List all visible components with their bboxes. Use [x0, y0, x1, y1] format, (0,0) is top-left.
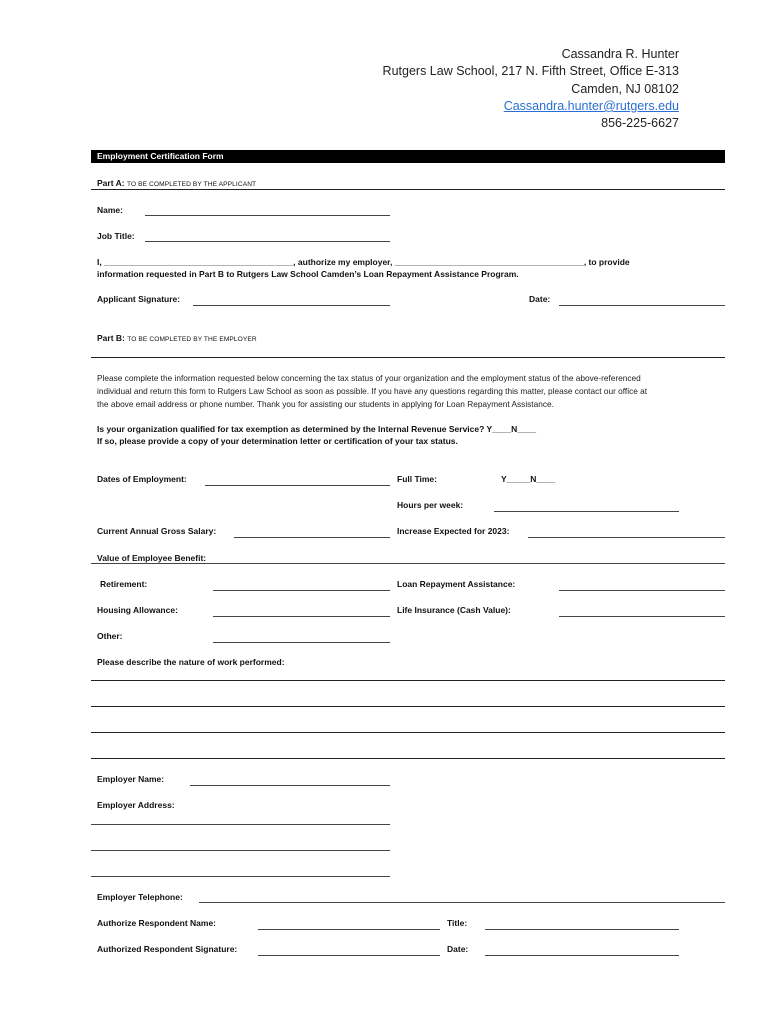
respondent-title-field[interactable] — [485, 929, 679, 930]
benefit-divider — [91, 563, 725, 564]
employer-name-field[interactable] — [190, 785, 390, 786]
tax-question: Is your organization qualified for tax exemption as determined by the Internal Revenue Service? Y____N____ — [97, 424, 537, 434]
housing-label: Housing Allowance: — [97, 605, 178, 615]
contact-address-line2: Camden, NJ 08102 — [571, 81, 679, 96]
job-title-label: Job Title: — [97, 231, 135, 241]
increase-label: Increase Expected for 2023: — [397, 526, 510, 536]
full-time-yn[interactable]: Y_____N____ — [501, 474, 556, 484]
respondent-signature-field[interactable] — [258, 955, 440, 956]
loan-repayment-field[interactable] — [559, 590, 725, 591]
other-label: Other: — [97, 631, 123, 641]
life-insurance-field[interactable] — [559, 616, 725, 617]
part-a-caption: TO BE COMPLETED BY THE APPLICANT — [126, 181, 257, 188]
name-field[interactable] — [145, 215, 390, 216]
contact-block — [383, 46, 679, 132]
part-b-heading — [97, 333, 257, 343]
describe-work-line-4[interactable] — [91, 758, 725, 759]
part-a-prefix: Part A: — [97, 178, 125, 188]
salary-field[interactable] — [234, 537, 390, 538]
describe-work-line-2[interactable] — [91, 706, 725, 707]
tax-instruction: If so, please provide a copy of your determination letter or certification of your tax status. — [97, 436, 458, 446]
intro-line1: Please complete the information requested below concerning the tax status of your organization and the employment status of the above-referenced — [97, 373, 641, 383]
employer-address-line-2[interactable] — [91, 850, 390, 851]
employer-telephone-field[interactable] — [199, 902, 725, 903]
other-field[interactable] — [213, 642, 390, 643]
increase-field[interactable] — [528, 537, 725, 538]
dates-employment-label: Dates of Employment: — [97, 474, 187, 484]
employer-name-label: Employer Name: — [97, 774, 165, 784]
contact-name: Cassandra R. Hunter — [561, 47, 679, 61]
contact-phone: 856-225-6627 — [601, 116, 679, 131]
respondent-date-label: Date: — [447, 944, 469, 954]
contact-address-line1: Rutgers Law School, 217 N. Fifth Street, Office E-313 — [382, 64, 679, 79]
full-time-label: Full Time: — [397, 474, 437, 484]
applicant-date-label: Date: — [529, 294, 551, 304]
hours-per-week-field[interactable] — [494, 511, 679, 512]
retirement-field[interactable] — [213, 590, 390, 591]
respondent-date-field[interactable] — [485, 955, 679, 956]
respondent-name-field[interactable] — [258, 929, 440, 930]
retirement-label: Retirement: — [100, 579, 148, 589]
name-label: Name: — [97, 205, 123, 215]
part-a-divider — [91, 189, 725, 190]
applicant-date-field[interactable] — [559, 305, 725, 306]
intro-line3: the above email address or phone number. Thank you for assisting our students in applying for Loan Repayment Assistance. — [97, 399, 554, 409]
describe-work-line-1[interactable] — [91, 680, 725, 681]
respondent-name-label: Authorize Respondent Name: — [97, 918, 217, 928]
part-b-divider — [91, 357, 725, 358]
intro-line2: individual and return this form to Rutgers Law School as soon as possible. If you have any questions regarding this matter, please contact our office at — [97, 386, 648, 396]
housing-field[interactable] — [213, 616, 390, 617]
dates-employment-field[interactable] — [205, 485, 390, 486]
loan-repayment-label: Loan Repayment Assistance: — [397, 579, 516, 589]
contact-email-link[interactable]: Cassandra.hunter@rutgers.edu — [503, 98, 679, 113]
authorize-line1: I, ________________________________________, authorize my employer, ________________________________________, to provide — [97, 257, 630, 267]
form-title-bar — [91, 150, 725, 163]
describe-work-line-3[interactable] — [91, 732, 725, 733]
employer-telephone-label: Employer Telephone: — [97, 892, 183, 902]
describe-work-label: Please describe the nature of work performed: — [97, 657, 285, 667]
hours-per-week-label: Hours per week: — [397, 500, 464, 510]
salary-label: Current Annual Gross Salary: — [97, 526, 217, 536]
authorize-line2: information requested in Part B to Rutgers Law School Camden’s Loan Repayment Assistance Program. — [97, 269, 519, 279]
benefit-label: Value of Employee Benefit: — [97, 553, 207, 563]
employer-address-label: Employer Address: — [97, 800, 175, 810]
respondent-signature-label: Authorized Respondent Signature: — [97, 944, 238, 954]
job-title-field[interactable] — [145, 241, 390, 242]
part-a-heading — [97, 178, 256, 188]
life-insurance-label: Life Insurance (Cash Value): — [397, 605, 511, 615]
applicant-signature-field[interactable] — [193, 305, 390, 306]
part-b-caption: TO BE COMPLETED BY THE EMPLOYER — [127, 336, 257, 343]
employer-address-line-1[interactable] — [91, 824, 390, 825]
part-b-prefix: Part B: — [97, 333, 125, 343]
respondent-title-label: Title: — [447, 918, 468, 928]
employer-address-line-3[interactable] — [91, 876, 390, 877]
part-b-intro — [97, 372, 722, 411]
applicant-signature-label: Applicant Signature: — [97, 294, 181, 304]
form-title: Employment Certification Form — [97, 151, 224, 161]
